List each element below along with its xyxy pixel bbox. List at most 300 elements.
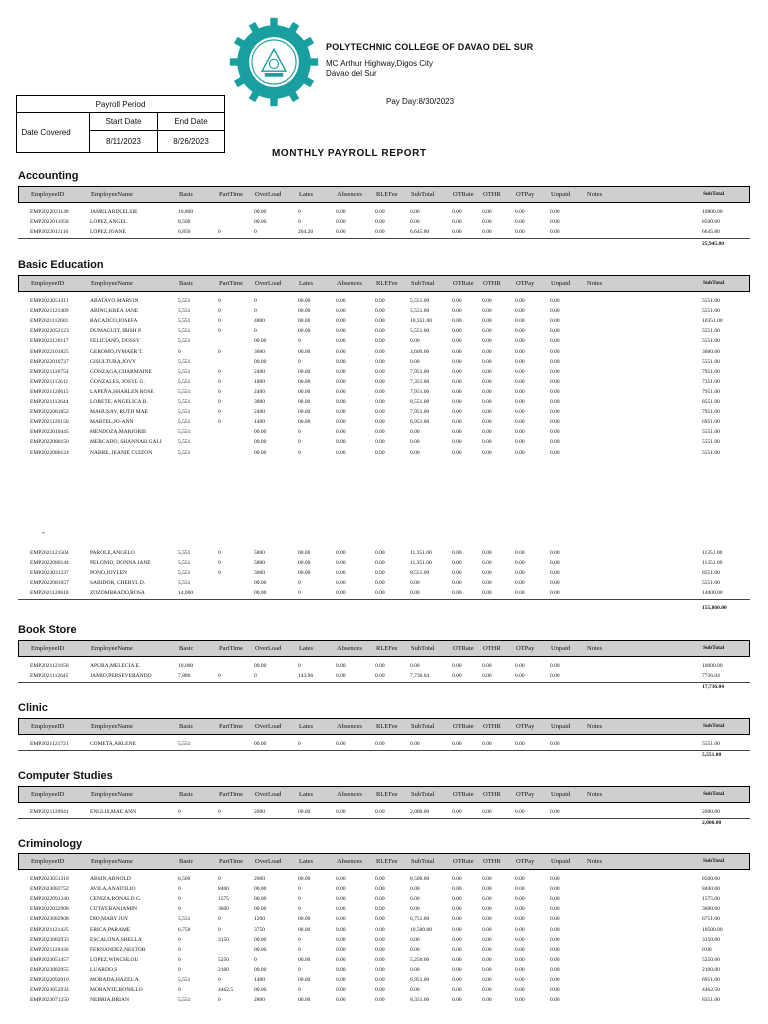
cell-absences: 0.00 [336, 318, 346, 325]
cell-unpaid: 0.00 [550, 956, 560, 963]
column-header-rle-fee: RLEFee [376, 791, 398, 798]
column-header-lates: Lates [299, 723, 314, 730]
cell-rle-fee: 0.00 [375, 896, 385, 903]
cell-employee-name: LORETE, ANGELICA B. [90, 399, 148, 405]
start-date-value: 8/11/2023 [106, 137, 141, 146]
cell-subtotal: 8,551.00 [410, 570, 430, 577]
cell-employee-id: EMP2021120754 [30, 368, 69, 375]
cell-part-time: 5250 [218, 956, 229, 963]
cell-unpaid: 0.00 [550, 580, 560, 587]
cell-employee-name: LUARDO,S [90, 966, 118, 973]
cell-part-time: 0 [218, 308, 221, 315]
cell-ot-rate: 0.00 [452, 449, 462, 456]
cell-ot-hr: 0.00 [482, 318, 492, 325]
cell-employee-id: EMP2022080124 [30, 449, 69, 456]
cell-ot-hr: 0.00 [482, 896, 492, 903]
cell-lates: 00.00 [298, 409, 311, 416]
table-row [18, 885, 750, 895]
cell-basic: 0 [178, 886, 181, 893]
column-header-employee-name: EmployeeName [91, 858, 133, 865]
cell-part-time: 1575 [218, 896, 229, 903]
cell-overload: 1400 [254, 419, 265, 426]
cell-rle-fee: 0.00 [375, 987, 385, 994]
cell-subtotal: 5,551.00 [410, 298, 430, 304]
cell-overload: 3600 [254, 348, 265, 355]
cell-employee-name: AVILA,ANATOLIO [90, 886, 136, 893]
cell-absences: 0.00 [336, 590, 346, 597]
cell-ot-hr: 0.00 [482, 298, 492, 304]
cell-ot-rate: 0.00 [452, 338, 462, 345]
cell-lates: 0 [298, 590, 301, 597]
cell-absences: 0.00 [336, 886, 346, 893]
cell-employee-id: EMP2023071250 [30, 997, 69, 1004]
cell-absences: 0.00 [336, 550, 346, 556]
column-header-unpaid: Unpaid [551, 191, 571, 198]
cell-employee-name: PAROLE,ANGELO [90, 550, 135, 556]
cell-ot-rate: 0.00 [452, 429, 462, 436]
cell-subtotal: 0.00 [410, 946, 420, 953]
column-header-basic: Basic [179, 645, 194, 652]
cell-ot-pay: 0.00 [515, 580, 525, 587]
cell-ot-pay: 0.00 [515, 399, 525, 405]
cell-lates: 00.00 [298, 348, 311, 355]
cell-subtotal: 0.00 [410, 439, 420, 446]
cell-unpaid: 0.00 [550, 741, 560, 747]
column-header-part-time: PartTime [219, 645, 243, 652]
column-header-notes: Notes [587, 645, 603, 652]
cell-absences: 0.00 [336, 209, 346, 215]
department-title: Basic Education [18, 259, 104, 271]
cell-part-time: 0 [218, 809, 221, 815]
column-header-overload: OverLoad [255, 858, 282, 865]
cell-rle-fee: 0.00 [375, 378, 385, 385]
cell-subtotal: 7,951.00 [410, 409, 430, 416]
cell-part-time: 0 [218, 318, 221, 325]
cell-ot-rate: 0.00 [452, 936, 462, 943]
column-header-ot-rate: OTRate [453, 858, 474, 865]
column-header-unpaid: Unpaid [551, 858, 571, 865]
column-header-rle-fee: RLEFee [376, 280, 398, 287]
cell-basic: 0 [178, 946, 181, 953]
cell-row-subtotal: 11351.00 [702, 550, 723, 556]
column-header-notes: Notes [587, 191, 603, 198]
cell-row-subtotal: 7736.04 [702, 673, 720, 680]
cell-ot-rate: 0.00 [452, 809, 462, 815]
cell-lates: 00.00 [298, 570, 311, 577]
column-header-employee-name: EmployeeName [91, 723, 133, 730]
cell-rle-fee: 0.00 [375, 399, 385, 405]
cell-rle-fee: 0.00 [375, 956, 385, 963]
column-header-lates: Lates [299, 645, 314, 652]
cell-lates: 00.00 [298, 378, 311, 385]
column-header-employee-id: EmployeeID [31, 280, 65, 287]
cell-employee-name: ABATAYO,MARVIN [90, 298, 139, 304]
cell-ot-hr: 0.00 [482, 308, 492, 315]
cell-unpaid: 0.00 [550, 570, 560, 577]
cell-subtotal: 8,551.00 [410, 399, 430, 405]
cell-rle-fee: 0.00 [375, 419, 385, 426]
cell-unpaid: 0.00 [550, 229, 560, 236]
cell-row-subtotal: 5551.00 [702, 328, 720, 335]
cell-unpaid: 0.00 [550, 409, 560, 416]
cell-employee-id: EMP2021112645 [30, 673, 69, 680]
address-line-1: MC Arthur Highway,Digos City [326, 59, 433, 68]
column-header-row-subtotal: SubTotal [703, 791, 725, 797]
cell-rle-fee: 0.00 [375, 219, 385, 226]
cell-unpaid: 0.00 [550, 946, 560, 953]
cell-employee-name: CUTAY,BANJAMIN [90, 906, 138, 913]
cell-absences: 0.00 [336, 439, 346, 446]
department-title: Clinic [18, 702, 48, 714]
cell-absences: 0.00 [336, 338, 346, 345]
column-header-overload: OverLoad [255, 280, 282, 287]
cell-subtotal: 7,951.00 [410, 388, 430, 395]
column-header-ot-hr: OTHR [483, 791, 501, 798]
cell-absences: 0.00 [336, 219, 346, 226]
cell-overload: 00.00 [254, 966, 267, 973]
table-row [18, 408, 750, 418]
cell-ot-pay: 0.00 [515, 368, 525, 375]
cell-lates: 00.00 [298, 388, 311, 395]
cell-employee-id: EMP2023051318 [30, 876, 69, 882]
cell-unpaid: 0.00 [550, 916, 560, 923]
cell-overload: 0 [254, 308, 257, 315]
cell-employee-name: CENIZA,RONALD G. [90, 896, 142, 903]
cell-absences: 0.00 [336, 741, 346, 747]
cell-basic: 5,551 [178, 378, 191, 385]
cell-overload: 00.00 [254, 896, 267, 903]
cell-employee-name: ENGLIS,MAE ANN [90, 809, 137, 815]
table-row [18, 740, 750, 750]
cell-rle-fee: 0.00 [375, 308, 385, 315]
cell-absences: 0.00 [336, 409, 346, 416]
cell-absences: 0.00 [336, 926, 346, 933]
cell-part-time: 8400 [218, 886, 229, 893]
cell-subtotal: 7,736.04 [410, 673, 430, 680]
table-row [18, 378, 750, 388]
column-header-row-subtotal: SubTotal [703, 858, 725, 864]
cell-basic: 5,551 [178, 358, 191, 365]
cell-subtotal: 11,351.00 [410, 550, 432, 556]
cell-employee-name: DUMAGUIT, IRISH P. [90, 328, 142, 335]
cell-overload: 0 [254, 956, 257, 963]
cell-ot-hr: 0.00 [482, 358, 492, 365]
cell-rle-fee: 0.00 [375, 926, 385, 933]
cell-part-time: 0 [218, 378, 221, 385]
cell-ot-pay: 0.00 [515, 809, 525, 815]
cell-ot-hr: 0.00 [482, 388, 492, 395]
cell-unpaid: 0.00 [550, 298, 560, 304]
cell-part-time: 0 [218, 977, 221, 983]
cell-ot-rate: 0.00 [452, 570, 462, 577]
cell-overload: 2000 [254, 809, 265, 815]
table-row [18, 208, 750, 218]
cell-subtotal: 8,351.00 [410, 997, 430, 1004]
cell-basic: 5,551 [178, 977, 191, 983]
cell-ot-rate: 0.00 [452, 419, 462, 426]
cell-subtotal: 0.00 [410, 590, 420, 597]
cell-row-subtotal: 8351.00 [702, 997, 720, 1004]
cell-ot-rate: 0.00 [452, 926, 462, 933]
cell-basic: 5,551 [178, 560, 191, 567]
report-title: MONTHLY PAYROLL REPORT [272, 148, 427, 159]
cell-subtotal: 0.00 [410, 209, 420, 215]
cell-row-subtotal: 5551.00 [702, 429, 720, 436]
column-header-absences: Absences [337, 645, 362, 652]
cell-unpaid: 0.00 [550, 966, 560, 973]
cell-ot-hr: 0.00 [482, 378, 492, 385]
cell-part-time: 0 [218, 419, 221, 426]
cell-ot-hr: 0.00 [482, 966, 492, 973]
cell-employee-name: APURA,MELECIA E. [90, 663, 141, 669]
cell-basic: 10,800 [178, 209, 194, 215]
cell-employee-name: NABRE, JEANIE CUIZON [90, 449, 153, 456]
cell-overload: 2000 [254, 876, 265, 882]
cell-part-time: 0 [218, 368, 221, 375]
cell-subtotal: 6,645.80 [410, 229, 430, 236]
cell-absences: 0.00 [336, 906, 346, 913]
cell-employee-id: EMP2022081852 [30, 409, 69, 416]
cell-employee-id: EMP2021121425 [30, 926, 69, 933]
cell-row-subtotal: 5551.00 [702, 338, 720, 345]
cell-row-subtotal: 3600.00 [702, 906, 720, 913]
cell-ot-rate: 0.00 [452, 209, 462, 215]
cell-ot-hr: 0.00 [482, 997, 492, 1004]
cell-employee-id: EMP2021112644 [30, 399, 69, 405]
cell-subtotal: 3,600.00 [410, 348, 430, 355]
cell-employee-name: GEROMO,JYMAER T. [90, 348, 143, 355]
cell-employee-id: EMP2021120150 [30, 419, 69, 426]
cell-part-time: 0 [218, 298, 221, 304]
cell-ot-rate: 0.00 [452, 439, 462, 446]
cell-overload: 0 [254, 328, 257, 335]
cell-employee-name: MARTEL,JO-ANN [90, 419, 134, 426]
cell-ot-rate: 0.00 [452, 378, 462, 385]
table-row [18, 875, 750, 885]
column-header-subtotal: SubTotal [411, 191, 435, 198]
cell-absences: 0.00 [336, 809, 346, 815]
cell-employee-name: LAPEÑA,SHARLEN ROSE [90, 388, 154, 395]
table-row [18, 808, 750, 818]
cell-subtotal: 0.00 [410, 896, 420, 903]
cell-ot-hr: 0.00 [482, 328, 492, 335]
address-line-2: Davao del Sur [326, 69, 377, 78]
college-seal-logo [228, 16, 320, 108]
column-header-ot-rate: OTRate [453, 191, 474, 198]
cell-subtotal: 0.00 [410, 936, 420, 943]
column-header-ot-hr: OTHR [483, 280, 501, 287]
cell-lates: 0 [298, 338, 301, 345]
cell-subtotal: 11,351.00 [410, 560, 432, 567]
cell-subtotal: 6,751.00 [410, 916, 430, 923]
table-row [18, 996, 750, 1006]
cell-row-subtotal: 6951.00 [702, 419, 720, 426]
cell-ot-hr: 0.00 [482, 977, 492, 983]
cell-ot-hr: 0.00 [482, 590, 492, 597]
cell-overload: 00.00 [254, 590, 267, 597]
table-row [18, 449, 750, 459]
cell-row-subtotal: 2000.00 [702, 809, 720, 815]
cell-lates: 00.00 [298, 916, 311, 923]
cell-ot-pay: 0.00 [515, 388, 525, 395]
cell-employee-id: EMP2023052934 [30, 987, 69, 994]
cell-employee-id: EMP2021121504 [30, 550, 69, 556]
cell-ot-rate: 0.00 [452, 358, 462, 365]
cell-row-subtotal: 5551.00 [702, 308, 720, 315]
cell-ot-pay: 0.00 [515, 946, 525, 953]
cell-overload: 00.00 [254, 886, 267, 893]
cell-ot-rate: 0.00 [452, 590, 462, 597]
column-header-ot-rate: OTRate [453, 645, 474, 652]
cell-ot-pay: 0.00 [515, 378, 525, 385]
cell-employee-id: EMP2023082955 [30, 966, 69, 973]
cell-overload: 00.00 [254, 741, 267, 747]
cell-ot-hr: 0.00 [482, 876, 492, 882]
cell-employee-id: EMP2021112601 [30, 318, 69, 325]
cell-basic: 6,500 [178, 876, 191, 882]
department-title: Accounting [18, 170, 79, 182]
cell-ot-rate: 0.00 [452, 560, 462, 567]
cell-basic: 5,551 [178, 409, 191, 416]
cell-absences: 0.00 [336, 429, 346, 436]
cell-unpaid: 0.00 [550, 368, 560, 375]
cell-basic: 5,551 [178, 449, 191, 456]
column-header-overload: OverLoad [255, 791, 282, 798]
table-row [18, 559, 750, 569]
table-row [18, 549, 750, 559]
table-row [18, 946, 750, 956]
table-header [18, 786, 750, 803]
cell-ot-pay: 0.00 [515, 209, 525, 215]
column-header-unpaid: Unpaid [551, 280, 571, 287]
cell-employee-id: EMP2022010445 [30, 429, 69, 436]
table-header [18, 640, 750, 657]
cell-row-subtotal: 10500.00 [702, 926, 723, 933]
cell-subtotal: 2,000.00 [410, 809, 430, 815]
cell-row-subtotal: 1575.00 [702, 896, 720, 903]
cell-subtotal: 10,500.00 [410, 926, 432, 933]
table-row [18, 956, 750, 966]
department-total: 5,551.00 [702, 752, 722, 758]
table-row [18, 388, 750, 398]
cell-overload: 4800 [254, 318, 265, 325]
start-date-label: Start Date [105, 117, 142, 126]
cell-overload: 1200 [254, 916, 265, 923]
payroll-period-title: Payroll Period [95, 99, 146, 109]
cell-lates: 00.00 [298, 550, 311, 556]
department-total: 17,736.04 [702, 684, 724, 690]
cell-lates: 00.00 [298, 926, 311, 933]
cell-row-subtotal: 7951.00 [702, 368, 720, 375]
cell-employee-name: GISULTURA,JOVY [90, 358, 137, 365]
table-row [18, 218, 750, 228]
cell-part-time: 4462.5 [218, 987, 234, 994]
column-header-employee-id: EmployeeID [31, 791, 65, 798]
cell-rle-fee: 0.00 [375, 936, 385, 943]
cell-ot-rate: 0.00 [452, 987, 462, 994]
column-header-rle-fee: RLEFee [376, 858, 398, 865]
cell-unpaid: 0.00 [550, 439, 560, 446]
department-title: Criminology [18, 838, 83, 850]
cell-ot-hr: 0.00 [482, 439, 492, 446]
cell-ot-hr: 0.00 [482, 550, 492, 556]
cell-unpaid: 0.00 [550, 896, 560, 903]
column-header-employee-id: EmployeeID [31, 858, 65, 865]
cell-employee-name: ABSIN,ARNOLD [90, 876, 131, 882]
cell-employee-name: LOPEZ,JOANE [90, 229, 126, 236]
cell-lates: 00.00 [298, 399, 311, 405]
cell-employee-id: EMP2022080144 [30, 560, 69, 567]
institution-name: POLYTECHNIC COLLEGE OF DAVAO DEL SUR [326, 42, 534, 52]
cell-row-subtotal: 8500.00 [702, 876, 720, 882]
cell-lates: 0 [298, 209, 301, 215]
cell-employee-id: EMP2021121056 [30, 663, 69, 669]
cell-employee-id: EMP2022021148 [30, 209, 69, 215]
cell-absences: 0.00 [336, 378, 346, 385]
cell-unpaid: 0.00 [550, 378, 560, 385]
cell-employee-name: MERCADO, SHANNAH GALI [90, 439, 162, 446]
cell-overload: 0 [254, 298, 257, 304]
cell-employee-id: EMP2021120618 [30, 590, 69, 597]
cell-absences: 0.00 [336, 358, 346, 365]
cell-basic: 5,551 [178, 550, 191, 556]
cell-ot-rate: 0.00 [452, 388, 462, 395]
cell-lates: 00.00 [298, 956, 311, 963]
cell-unpaid: 0.00 [550, 419, 560, 426]
cell-employee-id: EMP2021120941 [30, 809, 69, 815]
column-header-unpaid: Unpaid [551, 645, 571, 652]
table-row [18, 228, 750, 238]
column-header-employee-id: EmployeeID [31, 723, 65, 730]
cell-ot-pay: 0.00 [515, 429, 525, 436]
cell-ot-hr: 0.00 [482, 946, 492, 953]
department-total: 155,860.00 [702, 605, 727, 611]
cell-subtotal: 0.00 [410, 338, 420, 345]
cell-employee-name: GONZALES, JOSYL G. [90, 378, 145, 385]
cell-employee-name: MORADA,HAZEL A. [90, 977, 141, 983]
cell-subtotal: 0.00 [410, 580, 420, 587]
cell-ot-pay: 0.00 [515, 550, 525, 556]
cell-subtotal: 0.00 [410, 987, 420, 994]
column-header-ot-pay: OTPay [516, 645, 535, 652]
cell-ot-pay: 0.00 [515, 966, 525, 973]
cell-employee-id: EMP2022092010 [30, 977, 69, 983]
cell-subtotal: 10,351.00 [410, 318, 432, 325]
cell-basic: 5,551 [178, 308, 191, 315]
cell-unpaid: 0.00 [550, 449, 560, 456]
cell-basic: 7,880 [178, 673, 191, 680]
column-header-rle-fee: RLEFee [376, 191, 398, 198]
cell-ot-hr: 0.00 [482, 368, 492, 375]
cell-ot-rate: 0.00 [452, 906, 462, 913]
cell-basic: 0 [178, 936, 181, 943]
column-header-ot-pay: OTPay [516, 723, 535, 730]
cell-employee-name: NEBRIA,BRIAN [90, 997, 129, 1004]
cell-ot-rate: 0.00 [452, 896, 462, 903]
cell-lates: 0 [298, 580, 301, 587]
cell-ot-rate: 0.00 [452, 741, 462, 747]
cell-employee-id: EMP2022010727 [30, 358, 69, 365]
cell-lates: 0 [298, 946, 301, 953]
cell-rle-fee: 0.00 [375, 449, 385, 456]
table-row [18, 438, 750, 448]
cell-rle-fee: 0.00 [375, 409, 385, 416]
cell-ot-rate: 0.00 [452, 229, 462, 236]
cell-subtotal: 0.00 [410, 219, 420, 226]
column-header-subtotal: SubTotal [411, 280, 435, 287]
cell-rle-fee: 0.00 [375, 906, 385, 913]
cell-ot-pay: 0.00 [515, 886, 525, 893]
